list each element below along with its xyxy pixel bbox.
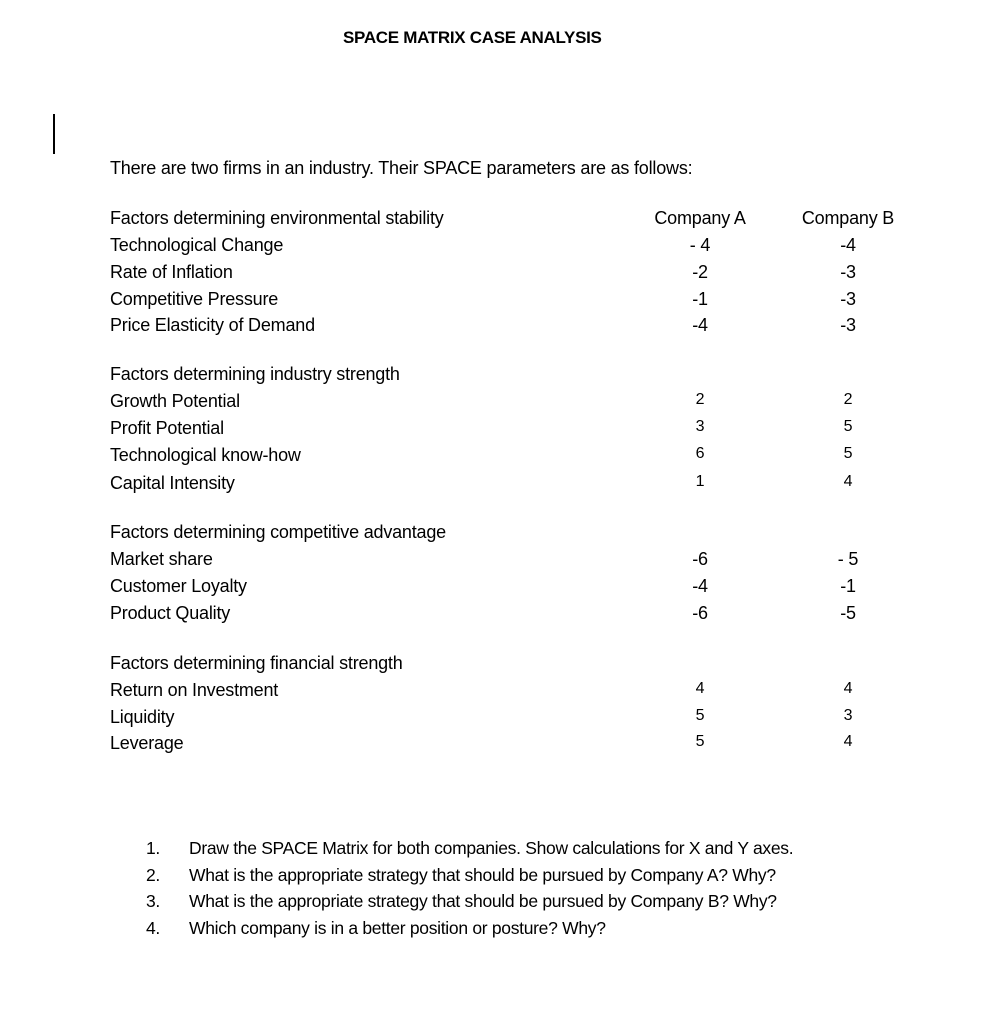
table-row [110, 418, 930, 444]
factor-label: Capital Intensity [110, 473, 235, 493]
table-row [110, 576, 930, 602]
section-header-row [110, 653, 930, 679]
question-text: Which company is in a better position or posture? Why? [189, 917, 606, 938]
question-number: 2. [146, 864, 160, 885]
table-row [110, 680, 930, 706]
company-a-value: 5 [695, 707, 705, 724]
company-b-value: 5 [843, 445, 853, 462]
column-header-company-b: Company B [801, 208, 895, 228]
section-heading: Factors determining environmental stability [110, 208, 444, 228]
question-number: 4. [146, 917, 160, 938]
factor-label: Profit Potential [110, 418, 224, 438]
table-row [110, 262, 930, 288]
section-heading: Factors determining competitive advantage [110, 522, 446, 542]
factor-label: Market share [110, 549, 213, 569]
section-header-row [110, 364, 930, 390]
company-b-value: 4 [843, 473, 853, 490]
company-a-value: 5 [695, 733, 705, 750]
factor-label: Return on Investment [110, 680, 279, 700]
company-a-value: 3 [695, 418, 705, 435]
document-title: SPACE MATRIX CASE ANALYSIS [343, 28, 602, 47]
company-b-value: - 5 [837, 549, 859, 569]
intro-text: There are two firms in an industry. Their SPACE parameters are as follows: [110, 158, 693, 178]
company-a-value: -4 [692, 315, 708, 335]
company-a-value: 6 [695, 445, 705, 462]
question-number: 1. [146, 838, 160, 858]
factor-label: Product Quality [110, 603, 231, 623]
table-row [110, 473, 930, 499]
factor-label: Price Elasticity of Demand [110, 315, 315, 335]
table-row [110, 391, 930, 417]
company-a-value: 4 [695, 680, 705, 697]
table-row [110, 549, 930, 575]
company-b-value: 5 [843, 418, 853, 435]
company-a-value: -4 [692, 576, 708, 596]
company-a-value: -1 [692, 289, 708, 309]
company-b-value: -3 [840, 315, 856, 335]
question-number: 3. [146, 891, 160, 911]
company-b-value: 4 [843, 733, 853, 750]
factor-label: Growth Potential [110, 391, 240, 411]
table-row [110, 235, 930, 261]
section-header-row [110, 522, 930, 548]
section-heading: Factors determining financial strength [110, 653, 403, 673]
text-cursor [53, 114, 55, 154]
company-b-value: -3 [840, 289, 856, 309]
company-a-value: -2 [692, 262, 708, 282]
list-item [146, 838, 793, 865]
company-a-value: -6 [692, 549, 708, 569]
question-text: Draw the SPACE Matrix for both companies. Show calculations for X and Y axes. [189, 838, 794, 858]
section-heading: Factors determining industry strength [110, 364, 400, 384]
company-a-value: - 4 [689, 235, 711, 255]
table-row [110, 315, 930, 341]
company-a-value: 2 [695, 391, 705, 408]
company-a-value: -6 [692, 603, 708, 623]
question-text: What is the appropriate strategy that should be pursued by Company B? Why? [189, 891, 777, 911]
company-a-value: 1 [695, 473, 705, 490]
factor-label: Liquidity [110, 707, 175, 727]
company-b-value: -5 [840, 603, 856, 623]
company-b-value: 3 [843, 707, 853, 724]
question-list [146, 838, 793, 944]
factor-label: Competitive Pressure [110, 289, 279, 309]
table-row [110, 603, 930, 629]
factor-label: Leverage [110, 733, 184, 753]
company-b-value: 4 [843, 680, 853, 697]
table-row [110, 733, 930, 759]
table-row [110, 707, 930, 733]
factor-label: Rate of Inflation [110, 262, 233, 282]
company-b-value: 2 [843, 391, 853, 408]
list-item [146, 918, 793, 945]
factor-label: Technological Change [110, 235, 284, 255]
column-header-company-a: Company A [654, 208, 746, 228]
list-item [146, 865, 793, 892]
list-item [146, 891, 793, 918]
section-header-row [110, 208, 930, 234]
factor-label: Technological know-how [110, 445, 301, 465]
question-text: What is the appropriate strategy that should be pursued by Company A? Why? [189, 864, 776, 885]
company-b-value: -3 [840, 262, 856, 282]
company-b-value: -4 [840, 235, 856, 255]
table-row [110, 289, 930, 315]
company-b-value: -1 [840, 576, 856, 596]
table-row [110, 445, 930, 471]
factor-label: Customer Loyalty [110, 576, 247, 596]
